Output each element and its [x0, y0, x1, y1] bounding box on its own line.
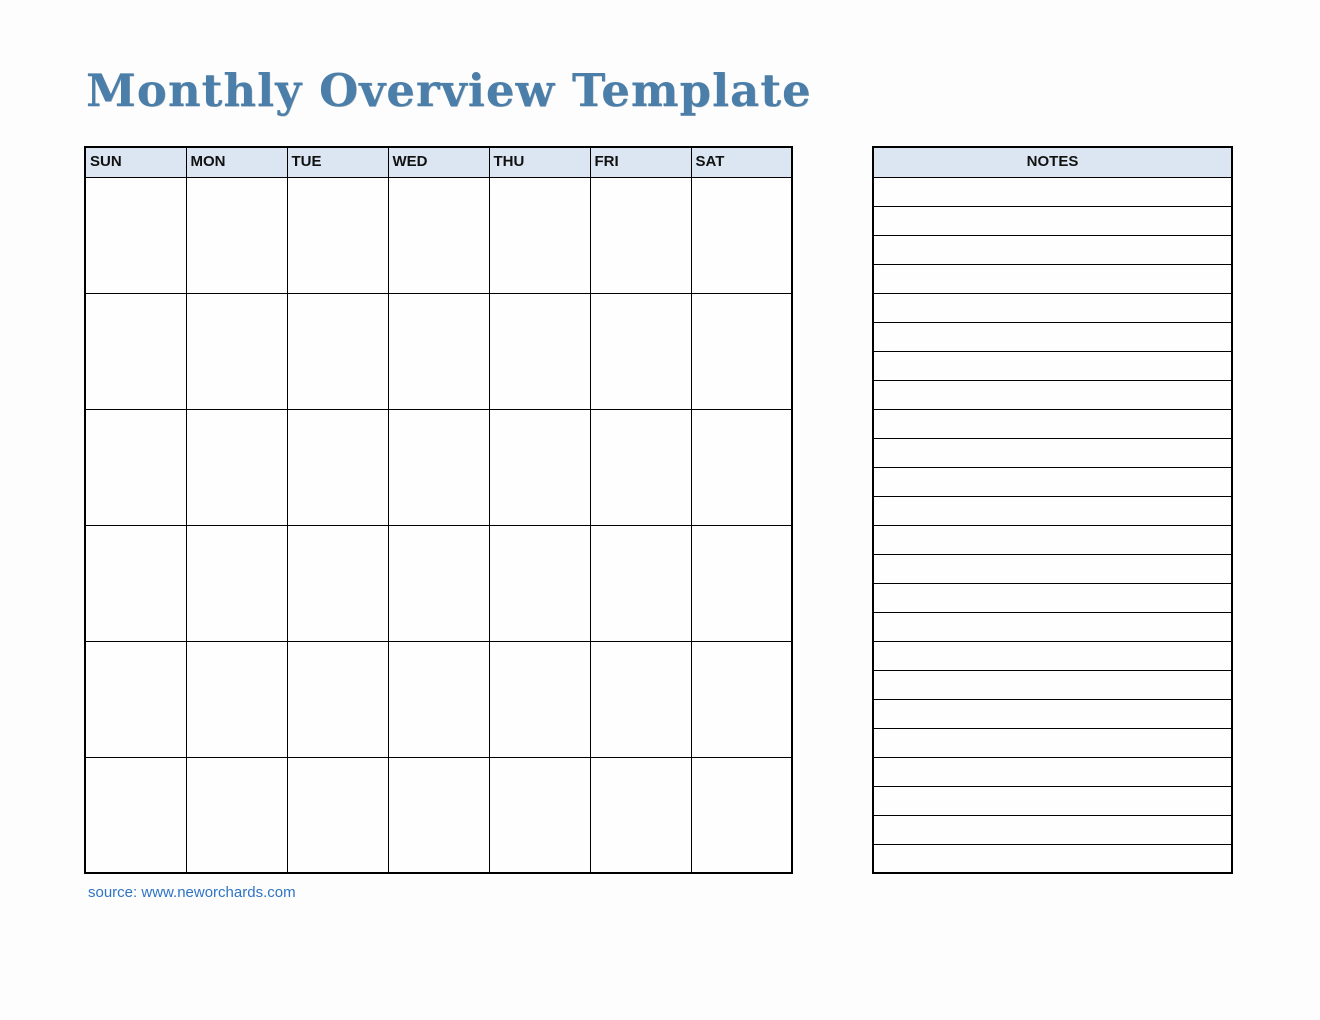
notes-line-row [873, 844, 1232, 873]
notes-line-row [873, 728, 1232, 757]
calendar-day-cell [85, 409, 186, 525]
page-title: Monthly Overview Template [86, 64, 812, 117]
calendar-day-cell [186, 293, 287, 409]
calendar-week-row [85, 293, 792, 409]
source-link[interactable]: source: www.neworchards.com [88, 884, 296, 901]
notes-line [873, 177, 1232, 206]
notes-line [873, 641, 1232, 670]
notes-header: NOTES [873, 147, 1232, 177]
calendar-day-cell [691, 293, 792, 409]
calendar-day-cell [489, 525, 590, 641]
day-header-tue: TUE [287, 147, 388, 177]
notes-line-row [873, 351, 1232, 380]
calendar-day-cell [388, 409, 489, 525]
notes-line [873, 467, 1232, 496]
notes-line-row [873, 293, 1232, 322]
notes-line [873, 728, 1232, 757]
calendar-day-cell [590, 525, 691, 641]
day-header-fri: FRI [590, 147, 691, 177]
calendar-week-row [85, 409, 792, 525]
notes-header-row [873, 147, 1232, 177]
notes-line-row [873, 699, 1232, 728]
notes-line-row [873, 641, 1232, 670]
calendar-day-cell [388, 525, 489, 641]
notes-body [873, 177, 1232, 873]
notes-line [873, 322, 1232, 351]
calendar-day-cell [489, 293, 590, 409]
notes-line [873, 235, 1232, 264]
calendar-day-cell [388, 293, 489, 409]
notes-line-row [873, 264, 1232, 293]
notes-line [873, 554, 1232, 583]
notes-line-row [873, 467, 1232, 496]
calendar-day-cell [489, 177, 590, 293]
notes-line [873, 583, 1232, 612]
source-line [88, 884, 296, 901]
calendar-day-cell [287, 641, 388, 757]
notes-line-row [873, 815, 1232, 844]
calendar-day-cell [590, 757, 691, 873]
notes-line-row [873, 438, 1232, 467]
calendar-day-cell [388, 641, 489, 757]
calendar-day-cell [186, 757, 287, 873]
notes-line-row [873, 380, 1232, 409]
day-header-thu: THU [489, 147, 590, 177]
notes-line-row [873, 786, 1232, 815]
calendar-day-cell [85, 641, 186, 757]
notes-line-row [873, 612, 1232, 641]
calendar-day-cell [85, 177, 186, 293]
day-header-mon: MON [186, 147, 287, 177]
day-header-wed: WED [388, 147, 489, 177]
notes-line-row [873, 525, 1232, 554]
calendar-day-cell [590, 409, 691, 525]
notes-line-row [873, 322, 1232, 351]
calendar-header-row [85, 147, 792, 177]
notes-line [873, 438, 1232, 467]
notes-line [873, 351, 1232, 380]
calendar-week-row [85, 641, 792, 757]
calendar-day-cell [287, 177, 388, 293]
calendar-day-cell [691, 757, 792, 873]
calendar-day-cell [590, 177, 691, 293]
calendar-day-cell [85, 757, 186, 873]
calendar-day-cell [388, 757, 489, 873]
calendar-day-cell [590, 641, 691, 757]
notes-line-row [873, 206, 1232, 235]
calendar-day-cell [287, 409, 388, 525]
calendar-day-cell [186, 409, 287, 525]
calendar-day-cell [691, 525, 792, 641]
calendar-day-cell [590, 293, 691, 409]
notes-line-row [873, 235, 1232, 264]
calendar-day-cell [388, 177, 489, 293]
calendar-week-row [85, 525, 792, 641]
notes-line [873, 496, 1232, 525]
notes-line-row [873, 554, 1232, 583]
notes-line [873, 264, 1232, 293]
notes-line [873, 612, 1232, 641]
calendar-day-cell [489, 409, 590, 525]
notes-line [873, 206, 1232, 235]
calendar-body [85, 177, 792, 873]
calendar-day-cell [287, 757, 388, 873]
calendar-day-cell [186, 641, 287, 757]
notes-line [873, 380, 1232, 409]
notes-line [873, 815, 1232, 844]
notes-line-row [873, 409, 1232, 438]
calendar-day-cell [287, 293, 388, 409]
calendar-day-cell [691, 641, 792, 757]
notes-line [873, 844, 1232, 873]
notes-line-row [873, 670, 1232, 699]
calendar-day-cell [85, 293, 186, 409]
notes-line [873, 409, 1232, 438]
day-header-sat: SAT [691, 147, 792, 177]
notes-line [873, 293, 1232, 322]
calendar-day-cell [186, 525, 287, 641]
notes-line [873, 525, 1232, 554]
calendar-day-cell [186, 177, 287, 293]
calendar-week-row [85, 757, 792, 873]
calendar-day-cell [691, 409, 792, 525]
calendar-day-cell [489, 641, 590, 757]
notes-line-row [873, 583, 1232, 612]
calendar-day-cell [287, 525, 388, 641]
notes-line [873, 670, 1232, 699]
notes-table [872, 146, 1233, 874]
calendar-day-cell [691, 177, 792, 293]
calendar-day-cell [85, 525, 186, 641]
notes-line [873, 786, 1232, 815]
calendar-day-cell [489, 757, 590, 873]
calendar-table [84, 146, 793, 874]
notes-line-row [873, 757, 1232, 786]
notes-line [873, 699, 1232, 728]
notes-line-row [873, 177, 1232, 206]
notes-line [873, 757, 1232, 786]
day-header-sun: SUN [85, 147, 186, 177]
notes-line-row [873, 496, 1232, 525]
calendar-week-row [85, 177, 792, 293]
